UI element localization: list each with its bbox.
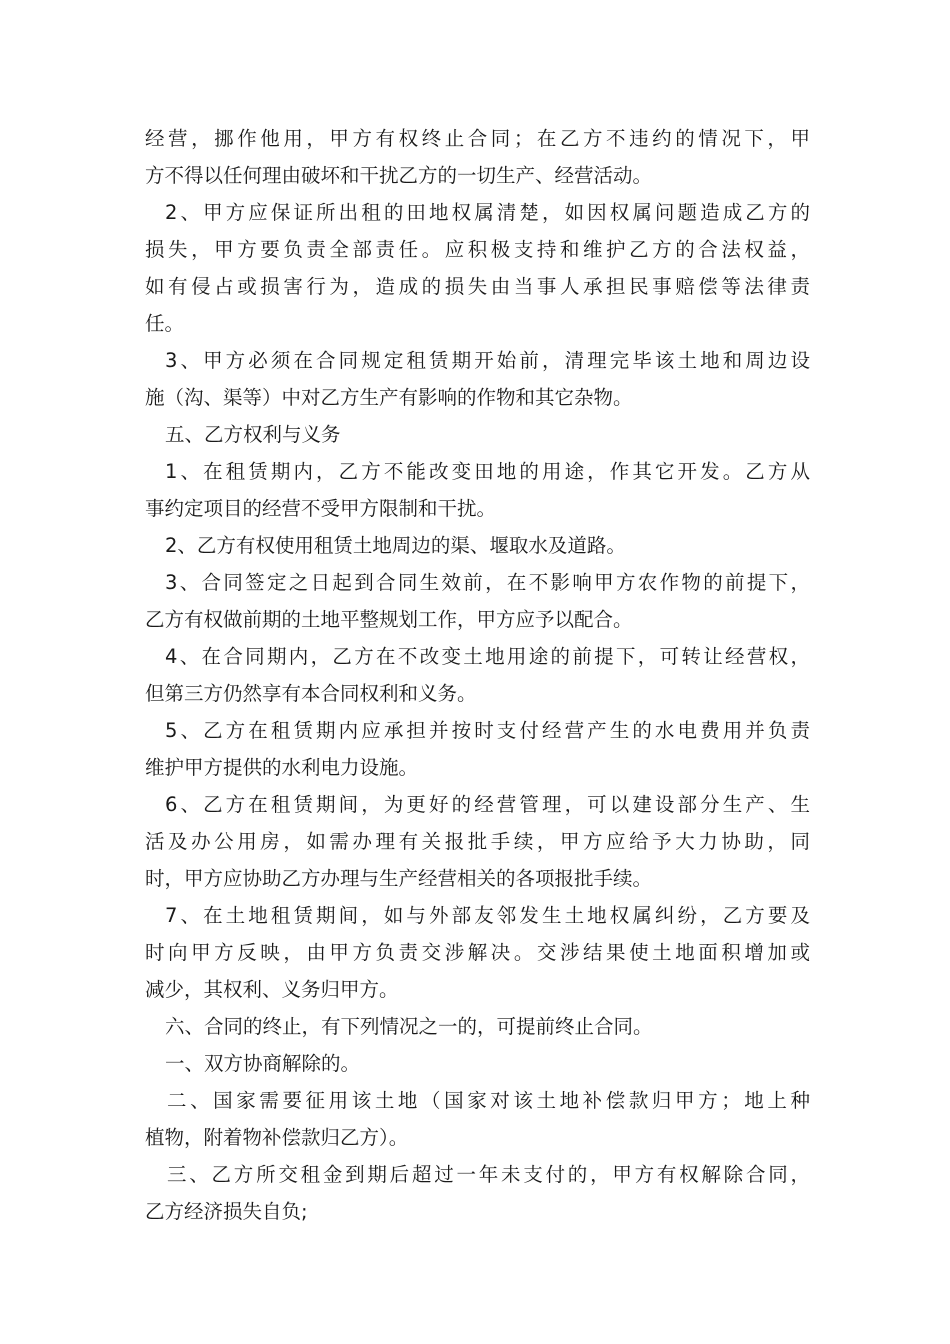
text-line: 三、乙方所交租金到期后超过一年未支付的，甲方有权解除合同， [167,1163,810,1186]
text-line: 但第三方仍然享有本合同权利和义务。 [145,682,477,705]
text-line: 2、甲方应保证所出租的田地权属清楚，如因权属问题造成乙方的 [165,201,810,224]
text-line: 2、乙方有权使用租赁土地周边的渠、堰取水及道路。 [165,534,626,557]
text-line: 乙方经济损失自负; [145,1200,308,1223]
text-line: 任。 [145,312,185,335]
text-line: 时向甲方反映，由甲方负责交涉解决。交涉结果使土地面积增加或 [145,941,810,964]
text-line: 乙方有权做前期的土地平整规划工作，甲方应予以配合。 [145,608,633,631]
text-line: 7、在土地租赁期间，如与外部友邻发生土地权属纠纷，乙方要及 [165,904,810,927]
text-line: 6、乙方在租赁期间，为更好的经营管理，可以建设部分生产、生 [165,793,810,816]
text-line: 事约定项目的经营不受甲方限制和干扰。 [145,497,497,520]
text-line: 活及办公用房，如需办理有关报批手续，甲方应给予大力协助，同 [145,830,810,853]
text-line: 减少，其权利、义务归甲方。 [145,978,399,1001]
text-line: 一、双方协商解除的。 [165,1052,361,1075]
text-line: 4、在合同期内，乙方在不改变土地用途的前提下，可转让经营权， [165,645,810,668]
text-line: 3、合同签定之日起到合同生效前，在不影响甲方农作物的前提下， [165,571,810,594]
text-line: 如有侵占或损害行为，造成的损失由当事人承担民事赔偿等法律责 [145,275,810,298]
text-line: 损失，甲方要负责全部责任。应积极支持和维护乙方的合法权益， [145,238,810,261]
text-line: 植物，附着物补偿款归乙方）。 [145,1126,409,1149]
text-line: 经营，挪作他用，甲方有权终止合同；在乙方不违约的情况下，甲 [145,127,810,150]
text-line: 3、甲方必须在合同规定租赁期开始前，清理完毕该土地和周边设 [165,349,810,372]
text-line: 六、合同的终止，有下列情况之一的，可提前终止合同。 [165,1015,653,1038]
text-line: 1、在租赁期内，乙方不能改变田地的用途，作其它开发。乙方从 [165,460,810,483]
text-line: 时，甲方应协助乙方办理与生产经营相关的各项报批手续。 [145,867,653,890]
text-line: 二、国家需要征用该土地（国家对该土地补偿款归甲方；地上种 [167,1089,810,1112]
text-line: 施（沟、渠等）中对乙方生产有影响的作物和其它杂物。 [145,386,633,409]
contract-text-body [145,120,810,1230]
text-line: 五、乙方权利与义务 [165,423,341,446]
text-line: 5、乙方在租赁期内应承担并按时支付经营产生的水电费用并负责 [165,719,810,742]
text-line: 维护甲方提供的水利电力设施。 [145,756,419,779]
text-line: 方不得以任何理由破坏和干扰乙方的一切生产、经营活动。 [145,164,653,187]
